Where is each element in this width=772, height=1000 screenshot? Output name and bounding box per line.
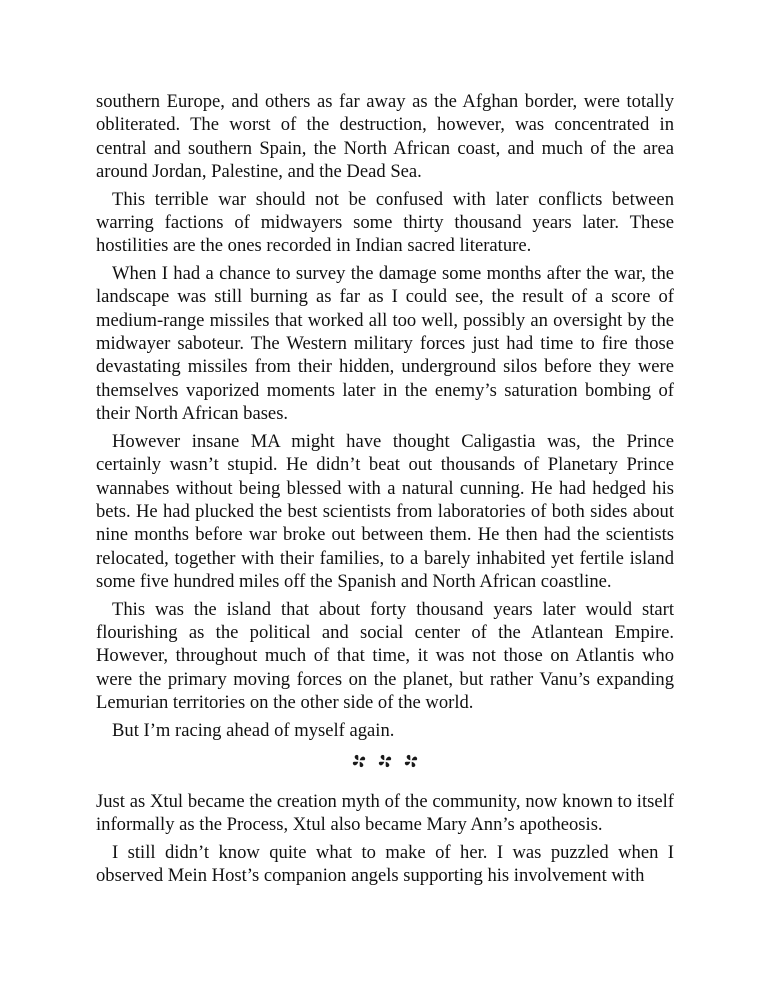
paragraph: But I’m racing ahead of myself again.	[112, 719, 395, 741]
paragraph-continuation: southern Europe, and others as far away as the Afghan border, were totally obliterated. The worst of the destruction, however, was concentrated in central and southern Spain, the North African coast, and much of the area around Jordan, Palestine, and the Dead Sea.	[96, 91, 674, 183]
four-petal-ornament-icon	[378, 754, 392, 768]
paragraph: This was the island that about forty thousand years later would start flourishing as the political and social center of the Atlantean Empire. However, throughout much of that time, it was not those on Atlantis who were the primary moving forces on the planet, but rather Vanu’s expanding Lemurian territories on the other side of the world.	[96, 598, 674, 714]
paragraph-section-start: Just as Xtul became the creation myth of the community, now known to itself informally as the Process, Xtul also became Mary Ann’s apotheosis.	[96, 790, 674, 836]
four-petal-ornament-icon	[404, 754, 418, 768]
section-break	[96, 754, 674, 768]
paragraph: I still didn’t know quite what to make of her. I was puzzled when I observed Mein Host’s companion angels supporting his involvement with	[96, 841, 674, 887]
four-petal-ornament-icon	[352, 754, 366, 768]
paragraph: However insane MA might have thought Caligastia was, the Prince certainly wasn’t stupid. He didn’t beat out thousands of Planetary Prince wannabes without being blessed with a natural cunning. He had hedged his bets. He had plucked the best scientists from laboratories of both sides about nine months before war broke out between them. He then had the scientists relocated, together with their families, to a barely inhabited yet fertile island some five hundred miles off the Spanish and North African coastline.	[96, 430, 674, 593]
paragraph: This terrible war should not be confused with later conflicts between warring factions of midwayers some thirty thousand years later. These hostilities are the ones recorded in Indian sacred literature.	[96, 188, 674, 257]
paragraph: When I had a chance to survey the damage some months after the war, the landscape was still burning as far as I could see, the result of a score of medium-range missiles that worked all too well, possibly an oversight by the midwayer saboteur. The Western military forces just had time to fire those devastating missiles from their hidden, underground silos before they were themselves vaporized moments later in the enemy’s saturation bombing of their North African bases.	[96, 262, 674, 425]
body-text	[96, 90, 674, 888]
